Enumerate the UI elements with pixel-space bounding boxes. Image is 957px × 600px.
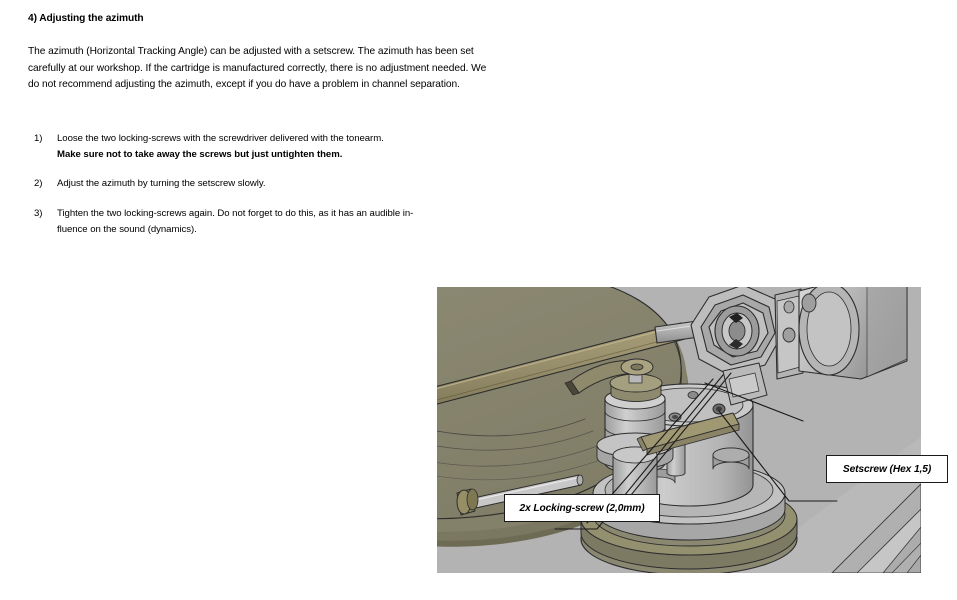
callout-setscrew: Setscrew (Hex 1,5) — [826, 455, 948, 483]
list-item-line-2: Make sure not to take away the screws but just untighten them. — [57, 149, 343, 161]
callout-locking-screw: 2x Locking-screw (2,0mm) — [504, 494, 660, 522]
list-marker: 2) — [34, 178, 43, 190]
page-heading: 4) Adjusting the azimuth — [28, 13, 144, 24]
list-marker: 3) — [34, 207, 43, 219]
tonearm-azimuth-figure — [437, 287, 921, 573]
list-item-line-1: Adjust the azimuth by turning the setscrew slowly. — [57, 178, 266, 190]
list-item — [28, 131, 688, 163]
instruction-list — [28, 131, 688, 250]
list-item-line-1: Tighten the two locking-screws again. Do not forget to do this, as it has an audible in- — [57, 207, 414, 219]
list-item-line-2: fluence on the sound (dynamics). — [57, 223, 197, 235]
list-item-line-1: Loose the two locking-screws with the screwdriver delivered with the tonearm. — [57, 133, 384, 144]
list-item — [28, 176, 688, 192]
list-marker: 1) — [34, 133, 43, 144]
intro-paragraph: The azimuth (Horizontal Tracking Angle) can be adjusted with a setscrew. The azimuth has been set carefully at our workshop. If the cartridge is manufactured correctly, there is no adjustment needed. We do not recommend adjusting the azimuth, except if you do have a problem in channel separation. — [28, 46, 487, 91]
list-item — [28, 206, 688, 238]
